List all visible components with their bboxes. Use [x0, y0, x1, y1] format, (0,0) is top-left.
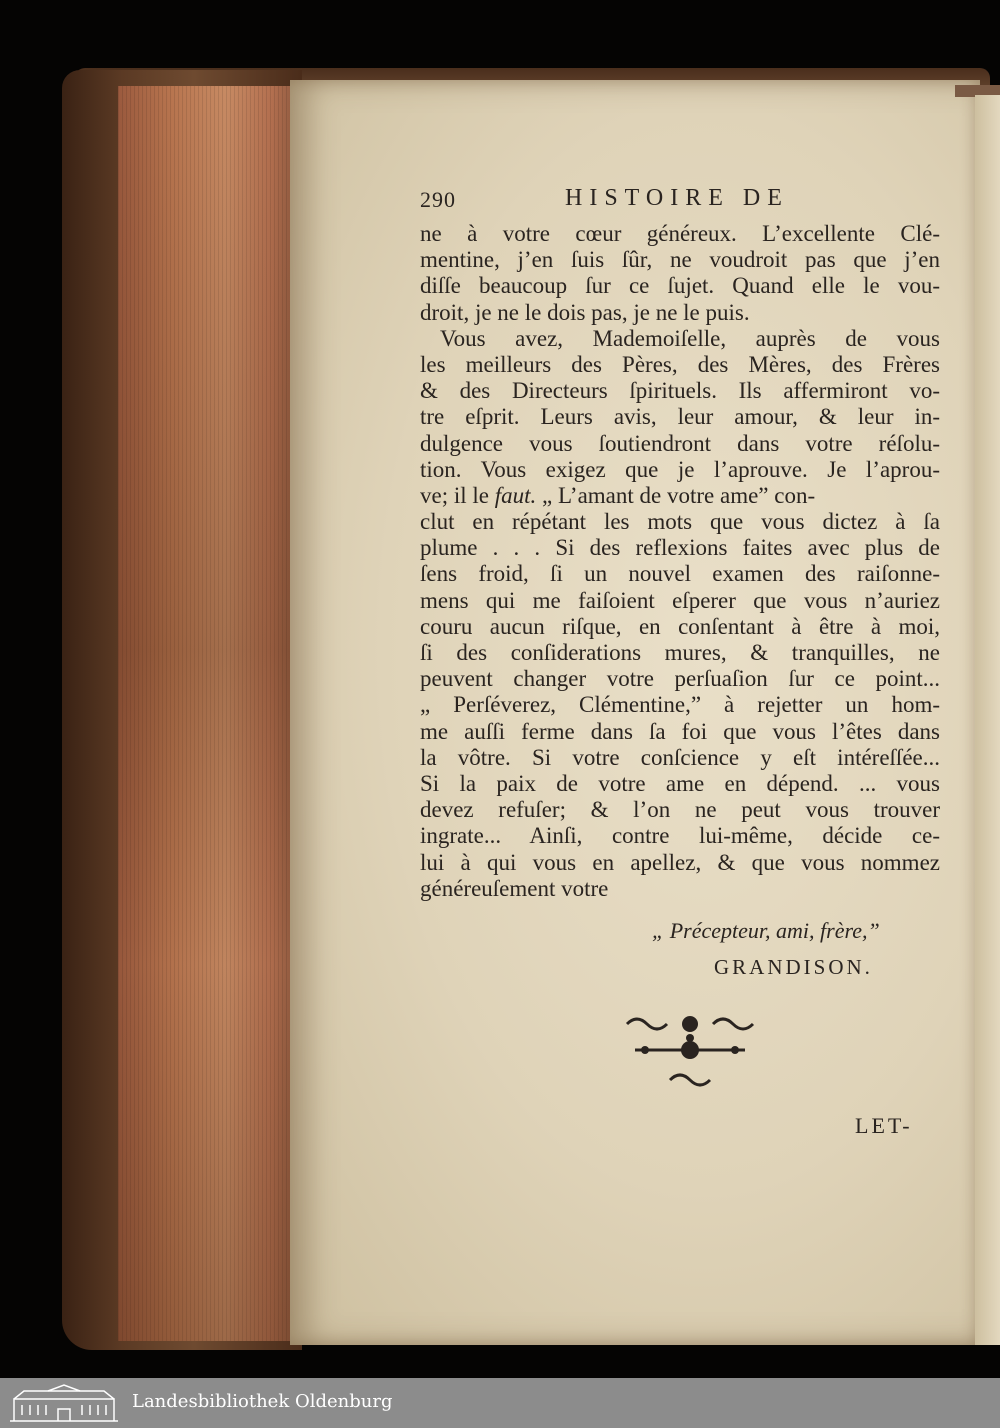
running-title: HISTOIRE DE — [565, 185, 789, 211]
text-line-mixed — [420, 483, 940, 509]
text-line: me auſſi ferme dans ſa foi que vous l’êtes dans — [420, 718, 940, 744]
text-line: ſi des conſiderations mures, & tranquilles, ne — [420, 640, 940, 665]
text-line: mens qui me faiſoient eſperer que vous n’auriez — [420, 587, 940, 613]
text-line: droit, je ne le dois pas, je ne le puis. — [420, 299, 750, 325]
page-text — [420, 183, 940, 902]
text-line: dulgence vous ſoutiendront dans votre réſolu- — [420, 430, 940, 456]
text-line: clut en répétant les mots que vous dictez à ſa — [420, 509, 940, 535]
text-line: devez refuſer; & l’on ne peut vous trouver — [420, 797, 940, 823]
library-name: Landesbibliothek Oldenburg — [132, 1391, 393, 1412]
catchword: LET- — [855, 1113, 913, 1138]
text-line: diſſe beaucoup ſur ce ſujet. Quand elle le vou- — [420, 273, 940, 299]
text-segment: „ L’amant de votre ame” con- — [536, 482, 816, 508]
text-line: & des Directeurs ſpirituels. Ils affermiront vo- — [420, 378, 940, 404]
facing-page-edge — [975, 95, 1000, 1345]
text-line: la vôtre. Si votre conſcience y eſt intéreſſée... — [420, 744, 940, 770]
text-line: mentine, j’en ſuis ſûr, ne voudroit pas que j’en — [420, 247, 940, 273]
text-line: Si la paix de votre ame en dépend. ... vous — [420, 770, 940, 796]
text-line: généreuſement votre — [420, 875, 609, 901]
text-segment: ve; il le — [420, 482, 495, 508]
text-line: les meilleurs des Pères, des Mères, des Frères — [420, 351, 940, 377]
page-edges-shading — [118, 86, 298, 1341]
footer-bar — [0, 1378, 1000, 1428]
text-line: tion. Vous exigez que je l’aprouve. Je l’aprou- — [420, 456, 940, 482]
printer-ornament-icon — [615, 1010, 765, 1095]
text-line: ingrate... Ainſi, contre lui-même, décide ce- — [420, 823, 940, 849]
text-line: ſens froid, ſi un nouvel examen des raiſonne- — [420, 561, 940, 587]
text-line: ne à votre cœur généreux. L’excellente Clé- — [420, 221, 940, 246]
text-line: lui à qui vous en apellez, & que vous nommez — [420, 849, 940, 875]
text-line: plume . . . Si des reflexions faites avec plus de — [420, 535, 940, 561]
library-building-icon — [8, 1383, 120, 1423]
text-line: couru aucun riſque, en conſentant à être à moi, — [420, 613, 940, 639]
text-line: tre eſprit. Leurs avis, leur amour, & leur in- — [420, 404, 940, 430]
text-line: peuvent changer votre perſuaſion ſur ce point... — [420, 666, 940, 692]
running-header — [420, 183, 940, 221]
page-number: 290 — [420, 187, 456, 212]
text-line: Vous avez, Mademoiſelle, auprès de vous — [440, 325, 940, 351]
signature: GRANDISON. — [714, 955, 873, 979]
text-line: „ Perſéverez, Clémentine,” à rejetter un hom- — [420, 692, 940, 718]
closing-quote: „ Précepteur, ami, frère,” — [652, 918, 880, 943]
italic-word: faut. — [494, 482, 537, 508]
